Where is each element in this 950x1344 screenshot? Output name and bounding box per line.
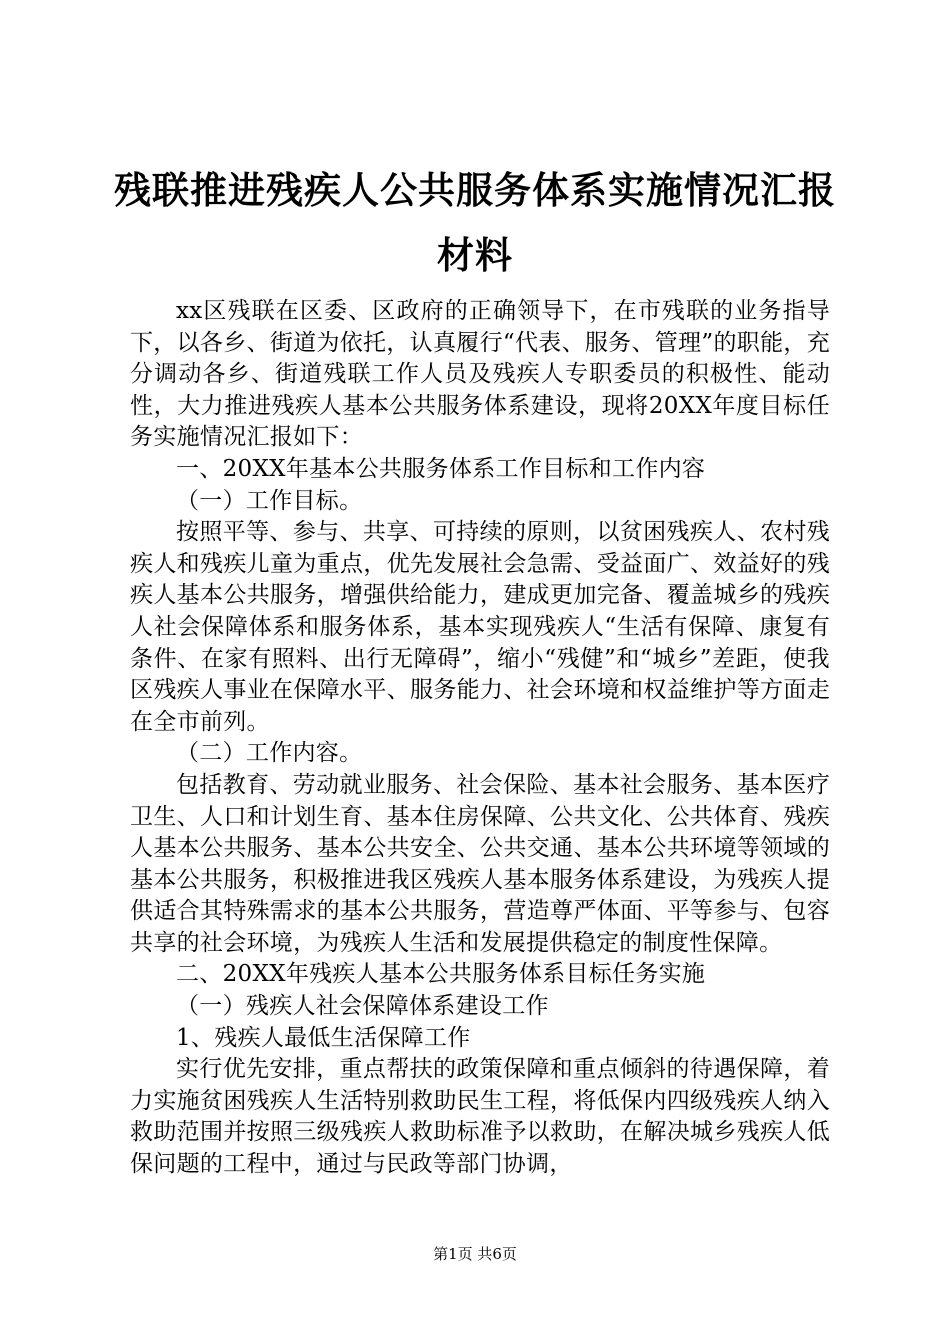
page-footer: 第1页 共6页 xyxy=(433,1245,517,1263)
section-heading-1: 一、20XX年基本公共服务体系工作目标和工作内容 xyxy=(176,455,706,482)
intro-paragraph: xx区残联在区委、区政府的正确领导下，在市残联的业务指导下，以各乡、街道为依托，认真履行“代表、服务、管理”的职能，充分调动各乡、街道残联工作人员及残疾人专职委员的积极性、能动性，大力推进残疾人基本公共服务体系建设，现将20XX年度目标任务实施情况汇报如下： xyxy=(130,298,830,451)
subsection-heading-content: （二）工作内容。 xyxy=(176,740,363,767)
subsection-heading-social-security: （一）残疾人社会保障体系建设工作 xyxy=(176,993,549,1020)
minimum-living-paragraph: 实行优先安排，重点帮扶的政策保障和重点倾斜的待遇保障，着力实施贫困残疾人生活特别救助民生工程，将低保内四级残疾人纳入救助范围并按照三级残疾人救助标准予以救助，在解决城乡残疾人低保问题的工程中，通过与民政等部门协调， xyxy=(130,1056,830,1178)
subsection-heading-goals: （一）工作目标。 xyxy=(176,487,363,514)
goals-paragraph: 按照平等、参与、共享、可持续的原则，以贫困残疾人、农村残疾人和残疾儿童为重点，优先发展社会急需、受益面广、效益好的残疾人基本公共服务，增强供给能力，建成更加完备、覆盖城乡的残疾人社会保障体系和服务体系，基本实现残疾人“生活有保障、康复有条件、在家有照料、出行无障碍”，缩小“残健”和“城乡”差距，使我区残疾人事业在保障水平、服务能力、社会环境和权益维护等方面走在全市前列。 xyxy=(130,519,830,735)
content-paragraph: 包括教育、劳动就业服务、社会保险、基本社会服务、基本医疗卫生、人口和计划生育、基本住房保障、公共文化、公共体育、残疾人基本公共服务、基本公共安全、公共交通、基本公共环境等领域的基本公共服务，积极推进我区残疾人基本服务体系建设，为残疾人提供适合其特殊需求的基本公共服务，营造尊严体面、平等参与、包容共享的社会环境，为残疾人生活和发展提供稳定的制度性保障。 xyxy=(130,771,830,956)
item-heading-minimum-living: 1、残疾人最低生活保障工作 xyxy=(176,1024,471,1051)
document-body xyxy=(130,296,830,1181)
document-title: 残联推进残疾人公共服务体系实施情况汇报材料 xyxy=(114,169,836,277)
section-heading-2: 二、20XX年残疾人基本公共服务体系目标任务实施 xyxy=(176,961,706,988)
